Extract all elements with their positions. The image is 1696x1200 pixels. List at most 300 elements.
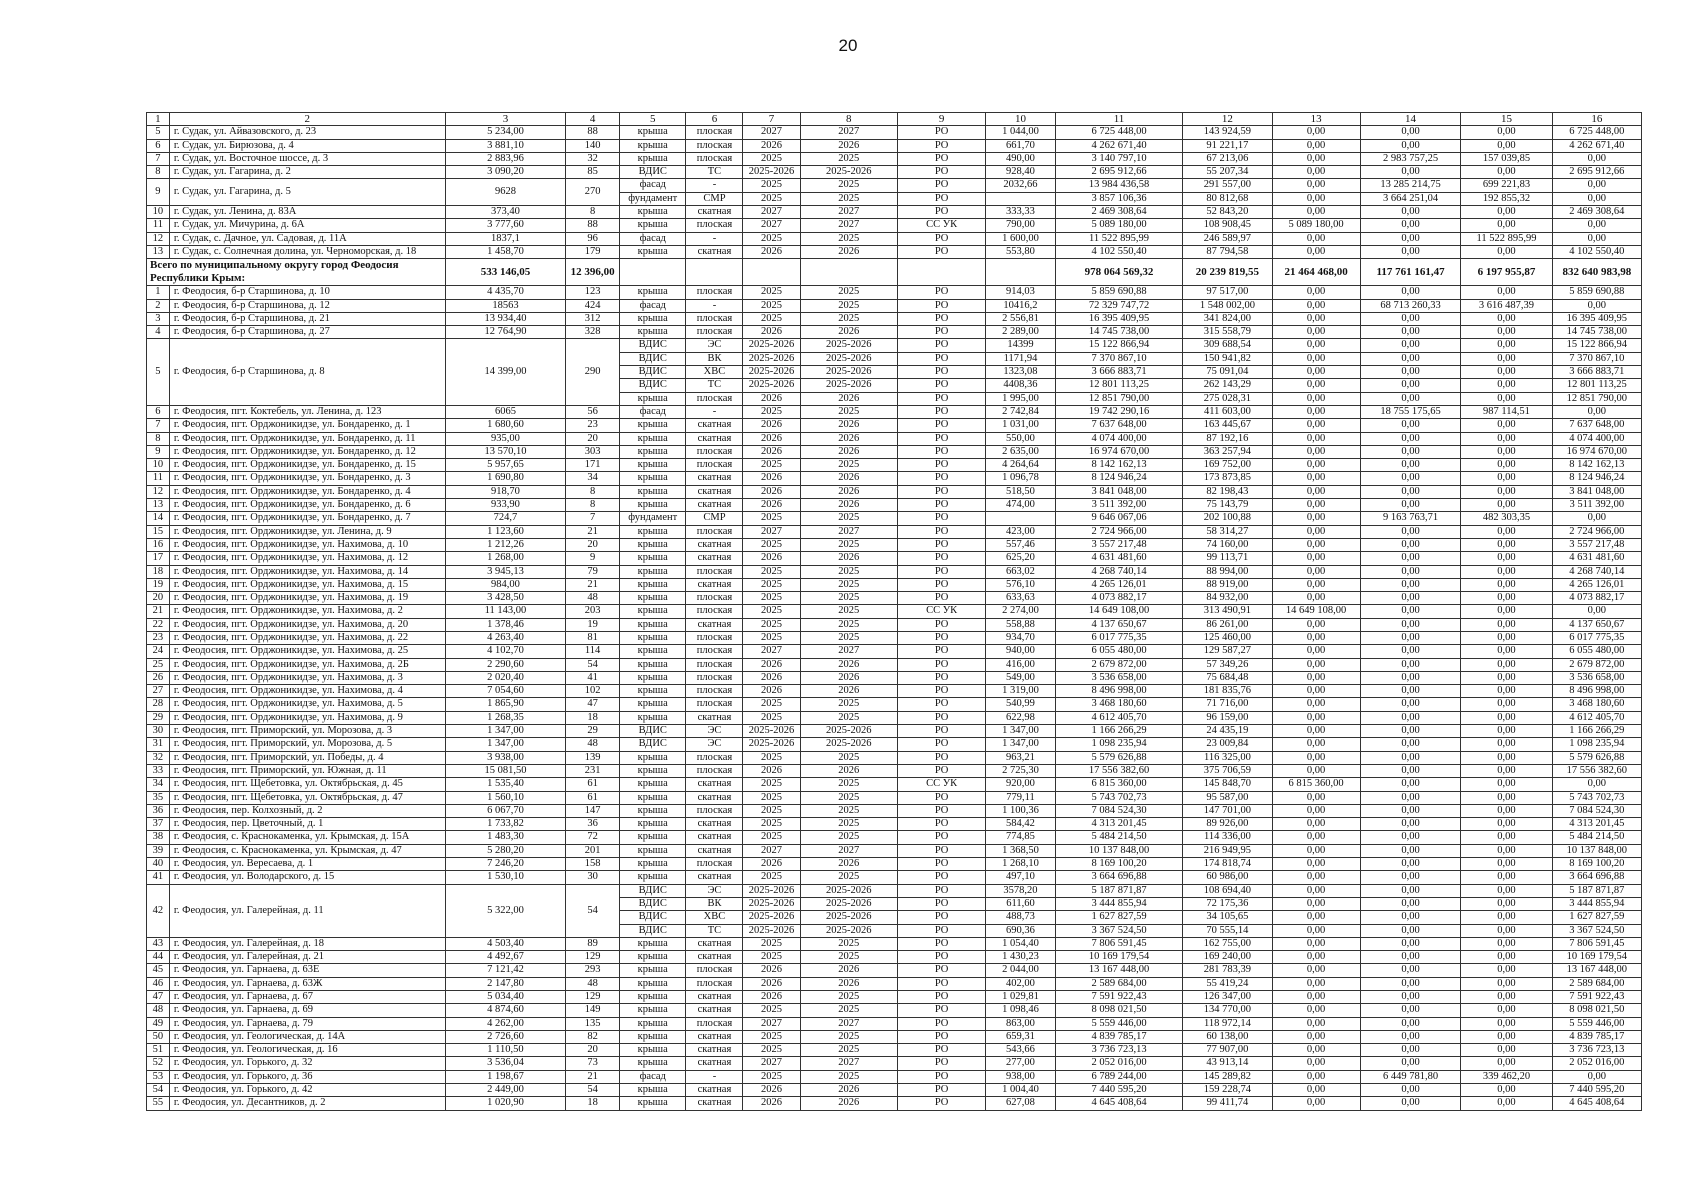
table-cell: 4 262,00 <box>445 1017 565 1030</box>
table-cell: 4 435,70 <box>445 286 565 299</box>
table-cell: крыша <box>620 1004 686 1017</box>
table-cell: 0,00 <box>1461 245 1552 258</box>
table-cell: крыша <box>620 818 686 831</box>
table-cell: 44 <box>147 951 170 964</box>
table-cell: 73 <box>566 1057 620 1070</box>
address-cell: г. Феодосия, ул. Володарского, д. 15 <box>169 871 445 884</box>
table-cell: 102 <box>566 685 620 698</box>
table-cell: 0,00 <box>1272 1030 1360 1043</box>
table-cell: РО <box>898 1057 986 1070</box>
table-cell: 8 <box>147 432 170 445</box>
table-cell: 2026 <box>800 964 898 977</box>
table-cell: 7 054,60 <box>445 685 565 698</box>
table-cell: 0,00 <box>1272 139 1360 152</box>
table-cell: скатная <box>686 1004 743 1017</box>
table-cell: 3 468 180,60 <box>1552 698 1641 711</box>
table-cell: 0,00 <box>1461 725 1552 738</box>
table-cell: крыша <box>620 578 686 591</box>
table-cell: 89 <box>566 937 620 950</box>
table-cell: 2025-2026 <box>800 884 898 897</box>
address-cell: г. Феодосия, пер. Колхозный, д. 2 <box>169 804 445 817</box>
table-cell: 0,00 <box>1360 991 1461 1004</box>
table-cell: РО <box>898 392 986 405</box>
table-cell: 7 806 591,45 <box>1055 937 1183 950</box>
table-row <box>147 738 1642 751</box>
table-cell: 2025 <box>743 804 800 817</box>
table-cell: 52 <box>147 1057 170 1070</box>
table-cell: 0,00 <box>1360 525 1461 538</box>
table-cell: 7 637 648,00 <box>1055 419 1183 432</box>
table-cell: 2025 <box>800 818 898 831</box>
table-cell: 23 <box>147 631 170 644</box>
table-cell: 54 <box>566 884 620 937</box>
table-cell: 2 052 016,00 <box>1552 1057 1641 1070</box>
table-cell: ЭС <box>686 738 743 751</box>
table-cell: 2025-2026 <box>800 924 898 937</box>
table-cell: 47 <box>566 698 620 711</box>
table-cell: 48 <box>566 592 620 605</box>
table-row <box>147 645 1642 658</box>
table-cell: РО <box>898 658 986 671</box>
table-cell: 0,00 <box>1461 844 1552 857</box>
table-cell: 5 484 214,50 <box>1055 831 1183 844</box>
table-cell: 2025 <box>800 605 898 618</box>
table-cell: 0,00 <box>1461 366 1552 379</box>
table-cell: 88 <box>566 219 620 232</box>
table-cell: 2 020,40 <box>445 671 565 684</box>
table-cell: плоская <box>686 605 743 618</box>
table-row <box>147 245 1642 258</box>
table-cell: РО <box>898 897 986 910</box>
table-cell: 0,00 <box>1272 512 1360 525</box>
table-cell: 6 815 360,00 <box>1055 778 1183 791</box>
empty-cell <box>686 259 743 286</box>
table-cell: 699 221,83 <box>1461 179 1552 192</box>
table-cell: 1 690,80 <box>445 472 565 485</box>
table-cell: РО <box>898 485 986 498</box>
table-cell: 203 <box>566 605 620 618</box>
table-cell: 0,00 <box>1461 738 1552 751</box>
table-cell: 424 <box>566 299 620 312</box>
table-cell: крыша <box>620 1057 686 1070</box>
table-cell: 4 503,40 <box>445 937 565 950</box>
table-cell: 0,00 <box>1360 1097 1461 1110</box>
table-cell: 19 <box>566 618 620 631</box>
table-cell: 7 370 867,10 <box>1552 352 1641 365</box>
table-cell: 625,20 <box>986 552 1056 565</box>
table-cell: крыша <box>620 937 686 950</box>
table-cell: ВДИС <box>620 911 686 924</box>
table-cell: 1 268,00 <box>445 552 565 565</box>
table-cell: 2026 <box>800 485 898 498</box>
table-cell: 2026 <box>743 445 800 458</box>
table-cell: 3578,20 <box>986 884 1056 897</box>
table-row <box>147 206 1642 219</box>
table-cell: ВДИС <box>620 725 686 738</box>
table-cell: 3 777,60 <box>445 219 565 232</box>
table-cell: 34 <box>566 472 620 485</box>
table-cell: 1 600,00 <box>986 232 1056 245</box>
table-cell: 0,00 <box>1461 897 1552 910</box>
table-cell: 216 949,95 <box>1183 844 1272 857</box>
table-cell: 312 <box>566 312 620 325</box>
table-cell: 202 100,88 <box>1183 512 1272 525</box>
table-cell: РО <box>898 884 986 897</box>
table-cell: 2026 <box>743 419 800 432</box>
table-cell: 2027 <box>743 1057 800 1070</box>
table-cell: 3 841 048,00 <box>1055 485 1183 498</box>
table-cell: 2025 <box>743 791 800 804</box>
table-row <box>147 445 1642 458</box>
address-cell: г. Феодосия, пгт. Орджоникидзе, ул. Нахимова, д. 14 <box>169 565 445 578</box>
table-cell: плоская <box>686 565 743 578</box>
column-number-cell: 4 <box>566 113 620 126</box>
table-row <box>147 538 1642 551</box>
table-cell: 2025 <box>743 1004 800 1017</box>
table-cell: 2025 <box>800 951 898 964</box>
table-cell: РО <box>898 977 986 990</box>
table-cell: 411 603,00 <box>1183 405 1272 418</box>
table-cell: 2025 <box>800 286 898 299</box>
table-cell: 5 579 626,88 <box>1552 751 1641 764</box>
table-cell: плоская <box>686 671 743 684</box>
table-cell: крыша <box>620 844 686 857</box>
table-cell: плоская <box>686 658 743 671</box>
table-cell: 0,00 <box>1272 538 1360 551</box>
table-cell: 6 067,70 <box>445 804 565 817</box>
table-cell: 1 680,60 <box>445 419 565 432</box>
table-cell: 3 938,00 <box>445 751 565 764</box>
address-cell: г. Феодосия, ул. Галерейная, д. 11 <box>169 884 445 937</box>
table-cell: 2025-2026 <box>743 339 800 352</box>
table-cell: 0,00 <box>1272 924 1360 937</box>
table-cell: 2025 <box>800 232 898 245</box>
table-cell: 38 <box>147 831 170 844</box>
table-cell: 0,00 <box>1461 139 1552 152</box>
table-cell: 4 313 201,45 <box>1552 818 1641 831</box>
table-row <box>147 937 1642 950</box>
table-cell: 61 <box>566 791 620 804</box>
table-cell: 129 <box>566 951 620 964</box>
table-cell: 60 986,00 <box>1183 871 1272 884</box>
table-cell: 2025-2026 <box>743 897 800 910</box>
table-cell: 488,73 <box>986 911 1056 924</box>
table-cell: 0,00 <box>1360 897 1461 910</box>
table-cell: 1 319,00 <box>986 685 1056 698</box>
table-row <box>147 685 1642 698</box>
table-cell: 0,00 <box>1272 459 1360 472</box>
table-cell: РО <box>898 192 986 205</box>
table-cell: 928,40 <box>986 166 1056 179</box>
table-cell: крыша <box>620 219 686 232</box>
table-cell: 0,00 <box>1360 352 1461 365</box>
table-cell: 0,00 <box>1272 166 1360 179</box>
table-cell: 0,00 <box>1272 977 1360 990</box>
table-cell: 2 883,96 <box>445 152 565 165</box>
address-cell: г. Феодосия, ул. Гарнаева, д. 69 <box>169 1004 445 1017</box>
table-cell: 2026 <box>800 499 898 512</box>
table-cell: 277,00 <box>986 1057 1056 1070</box>
table-cell: 2026 <box>800 671 898 684</box>
table-cell: 1 548 002,00 <box>1183 299 1272 312</box>
table-cell: РО <box>898 565 986 578</box>
table-cell: 20 <box>566 538 620 551</box>
table-cell: 53 <box>147 1070 170 1083</box>
table-cell: РО <box>898 818 986 831</box>
address-cell: г. Феодосия, б-р Старшинова, д. 8 <box>169 339 445 405</box>
table-cell: 2026 <box>800 139 898 152</box>
table-cell: 0,00 <box>1272 1084 1360 1097</box>
table-cell: 2025 <box>743 459 800 472</box>
table-cell: СМР <box>686 512 743 525</box>
table-cell: 87 192,16 <box>1183 432 1272 445</box>
table-cell: 2025 <box>800 565 898 578</box>
table-cell: 0,00 <box>1360 459 1461 472</box>
table-cell: ХВС <box>686 911 743 924</box>
table-cell: 2025 <box>800 405 898 418</box>
table-cell: 0,00 <box>1360 858 1461 871</box>
table-cell: 373,40 <box>445 206 565 219</box>
table-cell: 0,00 <box>1461 778 1552 791</box>
table-cell: 6 055 480,00 <box>1055 645 1183 658</box>
address-cell: г. Феодосия, пгт. Орджоникидзе, ул. Бондаренко, д. 3 <box>169 472 445 485</box>
table-cell: 2026 <box>743 1084 800 1097</box>
table-cell: 8 098 021,50 <box>1055 1004 1183 1017</box>
table-cell: 0,00 <box>1461 831 1552 844</box>
table-cell: 1 733,82 <box>445 818 565 831</box>
table-cell: 3 857 106,36 <box>1055 192 1183 205</box>
table-cell: 0,00 <box>1360 245 1461 258</box>
table-cell: 2025-2026 <box>800 911 898 924</box>
table-cell: РО <box>898 232 986 245</box>
table-cell: - <box>686 232 743 245</box>
table-cell: 0,00 <box>1360 605 1461 618</box>
table-cell: 518,50 <box>986 485 1056 498</box>
table-cell: 8 <box>566 499 620 512</box>
table-cell: ЭС <box>686 725 743 738</box>
table-cell: 5 322,00 <box>445 884 565 937</box>
table-cell: 2027 <box>800 844 898 857</box>
table-cell: ХВС <box>686 366 743 379</box>
table-cell: плоская <box>686 645 743 658</box>
table-row <box>147 525 1642 538</box>
table-cell: 0,00 <box>1461 645 1552 658</box>
table-cell: 611,60 <box>986 897 1056 910</box>
table-cell: 55 <box>147 1097 170 1110</box>
table-cell: РО <box>898 871 986 884</box>
table-row <box>147 605 1642 618</box>
table-cell: 2025-2026 <box>800 166 898 179</box>
table-cell: 275 028,31 <box>1183 392 1272 405</box>
table-cell: 0,00 <box>1360 977 1461 990</box>
table-cell: плоская <box>686 445 743 458</box>
table-cell: 57 349,26 <box>1183 658 1272 671</box>
table-cell: 0,00 <box>1360 1004 1461 1017</box>
table-row <box>147 631 1642 644</box>
table-cell: РО <box>898 844 986 857</box>
table-cell: 0,00 <box>1461 538 1552 551</box>
table-cell: 4 137 650,67 <box>1552 618 1641 631</box>
table-cell: 6 449 781,80 <box>1360 1070 1461 1083</box>
table-cell: 4 262 671,40 <box>1552 139 1641 152</box>
table-cell: 13 <box>147 499 170 512</box>
table-cell: РО <box>898 764 986 777</box>
table-cell: скатная <box>686 485 743 498</box>
table-cell: 938,00 <box>986 1070 1056 1083</box>
table-cell: 6 789 244,00 <box>1055 1070 1183 1083</box>
table-cell: 0,00 <box>1461 1030 1552 1043</box>
table-cell: крыша <box>620 964 686 977</box>
table-cell: скатная <box>686 1097 743 1110</box>
table-cell: плоская <box>686 392 743 405</box>
table-cell: 162 755,00 <box>1183 937 1272 950</box>
table-cell: 13 285 214,75 <box>1360 179 1461 192</box>
table-cell: 18 755 175,65 <box>1360 405 1461 418</box>
table-cell: 16 974 670,00 <box>1552 445 1641 458</box>
table-row <box>147 512 1642 525</box>
table-cell: крыша <box>620 126 686 139</box>
table-cell: 2026 <box>800 658 898 671</box>
table-cell: 14 399,00 <box>445 339 565 405</box>
table-cell: СМР <box>686 192 743 205</box>
table-cell: 0,00 <box>1461 525 1552 538</box>
table-cell: 6 017 775,35 <box>1552 631 1641 644</box>
table-cell: крыша <box>620 565 686 578</box>
address-cell: г. Феодосия, ул. Десантников, д. 2 <box>169 1097 445 1110</box>
table-cell: 71 716,00 <box>1183 698 1272 711</box>
table-cell: плоская <box>686 152 743 165</box>
table-cell: 2032,66 <box>986 179 1056 192</box>
table-cell: скатная <box>686 206 743 219</box>
table-cell: 7 806 591,45 <box>1552 937 1641 950</box>
table-cell: 920,00 <box>986 778 1056 791</box>
table-cell: ТС <box>686 924 743 937</box>
table-cell: 2025-2026 <box>800 897 898 910</box>
empty-cell <box>986 259 1056 286</box>
table-row <box>147 618 1642 631</box>
table-cell: 0,00 <box>1272 339 1360 352</box>
table-cell: 0,00 <box>1360 326 1461 339</box>
column-number-cell: 7 <box>743 113 800 126</box>
table-cell: 5 559 446,00 <box>1552 1017 1641 1030</box>
table-cell: 363 257,94 <box>1183 445 1272 458</box>
table-cell: 4 264,64 <box>986 459 1056 472</box>
table-cell: 0,00 <box>1461 605 1552 618</box>
table-cell: 24 435,19 <box>1183 725 1272 738</box>
table-cell: 10 137 848,00 <box>1055 844 1183 857</box>
table-cell: 550,00 <box>986 432 1056 445</box>
table-cell: 0,00 <box>1461 552 1552 565</box>
table-cell: 1 096,78 <box>986 472 1056 485</box>
table-cell: 11 522 895,99 <box>1055 232 1183 245</box>
table-cell: ВДИС <box>620 924 686 937</box>
address-cell: г. Феодосия, пгт. Орджоникидзе, ул. Бондаренко, д. 7 <box>169 512 445 525</box>
table-cell: крыша <box>620 871 686 884</box>
table-cell: 0,00 <box>1360 751 1461 764</box>
table-cell: 0,00 <box>1272 192 1360 205</box>
table-cell: 0,00 <box>1552 179 1641 192</box>
table-cell: 0,00 <box>1461 206 1552 219</box>
table-cell: 5 034,40 <box>445 991 565 1004</box>
table-cell: 5 <box>147 126 170 139</box>
table-cell: 0,00 <box>1461 951 1552 964</box>
table-cell: 2025 <box>800 751 898 764</box>
table-cell: крыша <box>620 538 686 551</box>
table-cell: 8 124 946,24 <box>1552 472 1641 485</box>
table-cell: 0,00 <box>1360 139 1461 152</box>
table-cell: 0,00 <box>1272 818 1360 831</box>
table-cell: 31 <box>147 738 170 751</box>
table-cell: 2025-2026 <box>800 738 898 751</box>
table-cell: 0,00 <box>1272 1057 1360 1070</box>
table-cell: 3 511 392,00 <box>1055 499 1183 512</box>
table-cell: 37 <box>147 818 170 831</box>
address-cell: г. Судак, ул. Айвазовского, д. 23 <box>169 126 445 139</box>
table-cell: 0,00 <box>1272 245 1360 258</box>
table-row <box>147 1044 1642 1057</box>
address-cell: г. Судак, ул. Ленина, д. 83А <box>169 206 445 219</box>
table-cell: 11 <box>147 219 170 232</box>
table-cell: 60 138,00 <box>1183 1030 1272 1043</box>
table-cell: 51 <box>147 1044 170 1057</box>
table-row <box>147 299 1642 312</box>
table-cell: 0,00 <box>1360 725 1461 738</box>
total-c15: 6 197 955,87 <box>1461 259 1552 286</box>
table-cell: 11 522 895,99 <box>1461 232 1552 245</box>
table-cell: 8 142 162,13 <box>1552 459 1641 472</box>
empty-cell <box>743 259 800 286</box>
table-cell: РО <box>898 1004 986 1017</box>
table-cell: 2025 <box>743 618 800 631</box>
address-cell: г. Феодосия, пгт. Орджоникидзе, ул. Нахимова, д. 12 <box>169 552 445 565</box>
table-cell: 1 368,50 <box>986 844 1056 857</box>
table-cell: 2025 <box>800 592 898 605</box>
table-cell: скатная <box>686 937 743 950</box>
table-cell: крыша <box>620 831 686 844</box>
table-cell: ВДИС <box>620 352 686 365</box>
table-cell: 70 555,14 <box>1183 924 1272 937</box>
table-cell: плоская <box>686 698 743 711</box>
table-cell: 0,00 <box>1272 432 1360 445</box>
table-cell: 9628 <box>445 179 565 206</box>
table-cell: 8 <box>147 166 170 179</box>
column-number-cell: 10 <box>986 113 1056 126</box>
table-cell: РО <box>898 578 986 591</box>
table-row <box>147 219 1642 232</box>
table-cell: 423,00 <box>986 525 1056 538</box>
table-row <box>147 152 1642 165</box>
table-cell: крыша <box>620 499 686 512</box>
table-cell: 3 557 217,48 <box>1552 538 1641 551</box>
table-row <box>147 1070 1642 1083</box>
table-cell: РО <box>898 831 986 844</box>
table-cell: 1 098 235,94 <box>1055 738 1183 751</box>
table-cell: 12 801 113,25 <box>1552 379 1641 392</box>
address-cell: г. Феодосия, пгт. Орджоникидзе, ул. Бондаренко, д. 1 <box>169 419 445 432</box>
table-cell: 2027 <box>743 525 800 538</box>
address-cell: г. Феодосия, пгт. Приморский, ул. Морозова, д. 3 <box>169 725 445 738</box>
table-cell: РО <box>898 179 986 192</box>
column-number-cell: 16 <box>1552 113 1641 126</box>
table-cell: 135 <box>566 1017 620 1030</box>
table-row <box>147 711 1642 724</box>
table-cell: 790,00 <box>986 219 1056 232</box>
table-cell: плоская <box>686 219 743 232</box>
table-cell: 40 <box>147 858 170 871</box>
address-cell: г. Феодосия, ул. Гарнаева, д. 63Ж <box>169 977 445 990</box>
table-cell: 482 303,35 <box>1461 512 1552 525</box>
table-cell: 540,99 <box>986 698 1056 711</box>
